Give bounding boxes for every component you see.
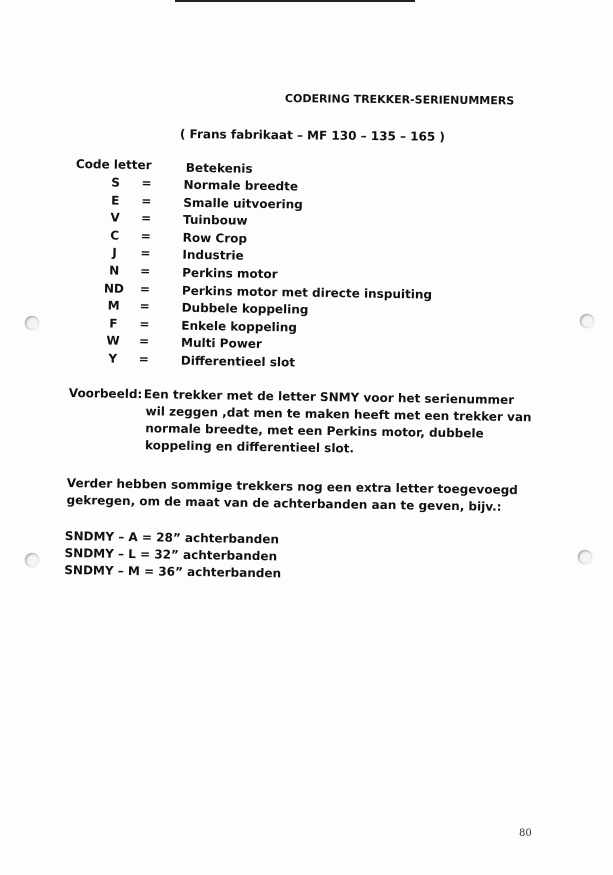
page-title: CODERING TREKKER-SERIENUMMERS [284, 92, 515, 108]
code-equals: = [139, 334, 150, 349]
code-equals: = [139, 299, 150, 314]
header-meaning: Betekenis [185, 160, 253, 176]
tire-size-list [64, 528, 282, 582]
code-meaning: Industrie [182, 248, 244, 264]
further-paragraph [66, 475, 546, 517]
code-letter: E [111, 193, 120, 208]
code-equals: = [138, 351, 150, 367]
code-meaning: Row Crop [182, 230, 248, 246]
code-equals: = [140, 246, 151, 261]
example-label: Voorbeeld: [68, 385, 143, 402]
example-line: Een trekker met de letter SNMY voor het serienummer [143, 387, 515, 407]
code-meaning: Tuinbouw [182, 212, 248, 228]
code-equals: = [140, 263, 151, 279]
punch-hole-icon [578, 550, 592, 564]
punch-hole-icon [580, 314, 594, 328]
code-letter: V [110, 210, 120, 225]
code-letter: J [112, 245, 117, 261]
example-line: wil zeggen ,dat men te maken heeft met een trekker van [145, 404, 532, 425]
code-meaning: Perkins motor [182, 265, 278, 282]
code-meaning: Multi Power [180, 336, 263, 352]
punch-hole-icon [25, 553, 39, 567]
code-letter: C [110, 228, 120, 243]
code-equals: = [139, 281, 151, 296]
header-code-letter: Code letter [75, 157, 152, 173]
example-line: normale breedte, met een Perkins motor, dubbele [145, 421, 484, 441]
code-letter: S [111, 175, 121, 190]
example-body [143, 386, 544, 460]
code-meaning: Dubbele koppeling [181, 300, 309, 317]
code-equals: = [140, 228, 151, 243]
punch-hole-icon [25, 316, 39, 330]
tire-size-item: SNDMY – L = 32” achterbanden [64, 545, 278, 564]
code-meaning: Differentieel slot [180, 353, 296, 370]
page-number: 80 [519, 828, 532, 839]
code-letter: F [109, 316, 118, 331]
example-paragraph [68, 385, 549, 456]
code-meaning: Smalle uitvoering [183, 195, 303, 212]
code-meaning: Enkele koppeling [181, 318, 298, 335]
further-line: Verder hebben sommige trekkers nog een extra letter toegevoegd [66, 475, 518, 498]
code-letter: ND [103, 281, 125, 296]
top-rule [175, 0, 415, 2]
code-equals: = [140, 211, 152, 226]
code-letter: M [107, 298, 120, 313]
page-subtitle: ( Frans fabrikaat – MF 130 – 135 – 165 ) [179, 127, 446, 144]
code-equals: = [139, 316, 150, 331]
further-line: gekregen, om de maat van de achterbanden aan te geven, bijv.: [66, 492, 502, 514]
code-meaning: Normale breedte [183, 177, 299, 194]
code-equals: = [141, 193, 152, 208]
code-letter: N [109, 263, 120, 278]
code-meaning: Perkins motor met directe inspuiting [181, 283, 433, 302]
code-equals: = [141, 176, 152, 191]
code-letter: W [106, 333, 120, 349]
code-table [73, 157, 476, 375]
example-line: koppeling en differentieel slot. [144, 438, 355, 456]
tire-size-item: SNDMY – A = 28” achterbanden [64, 528, 280, 547]
code-letter: Y [108, 351, 118, 366]
tire-size-item: SNDMY – M = 36” achterbanden [64, 562, 282, 581]
